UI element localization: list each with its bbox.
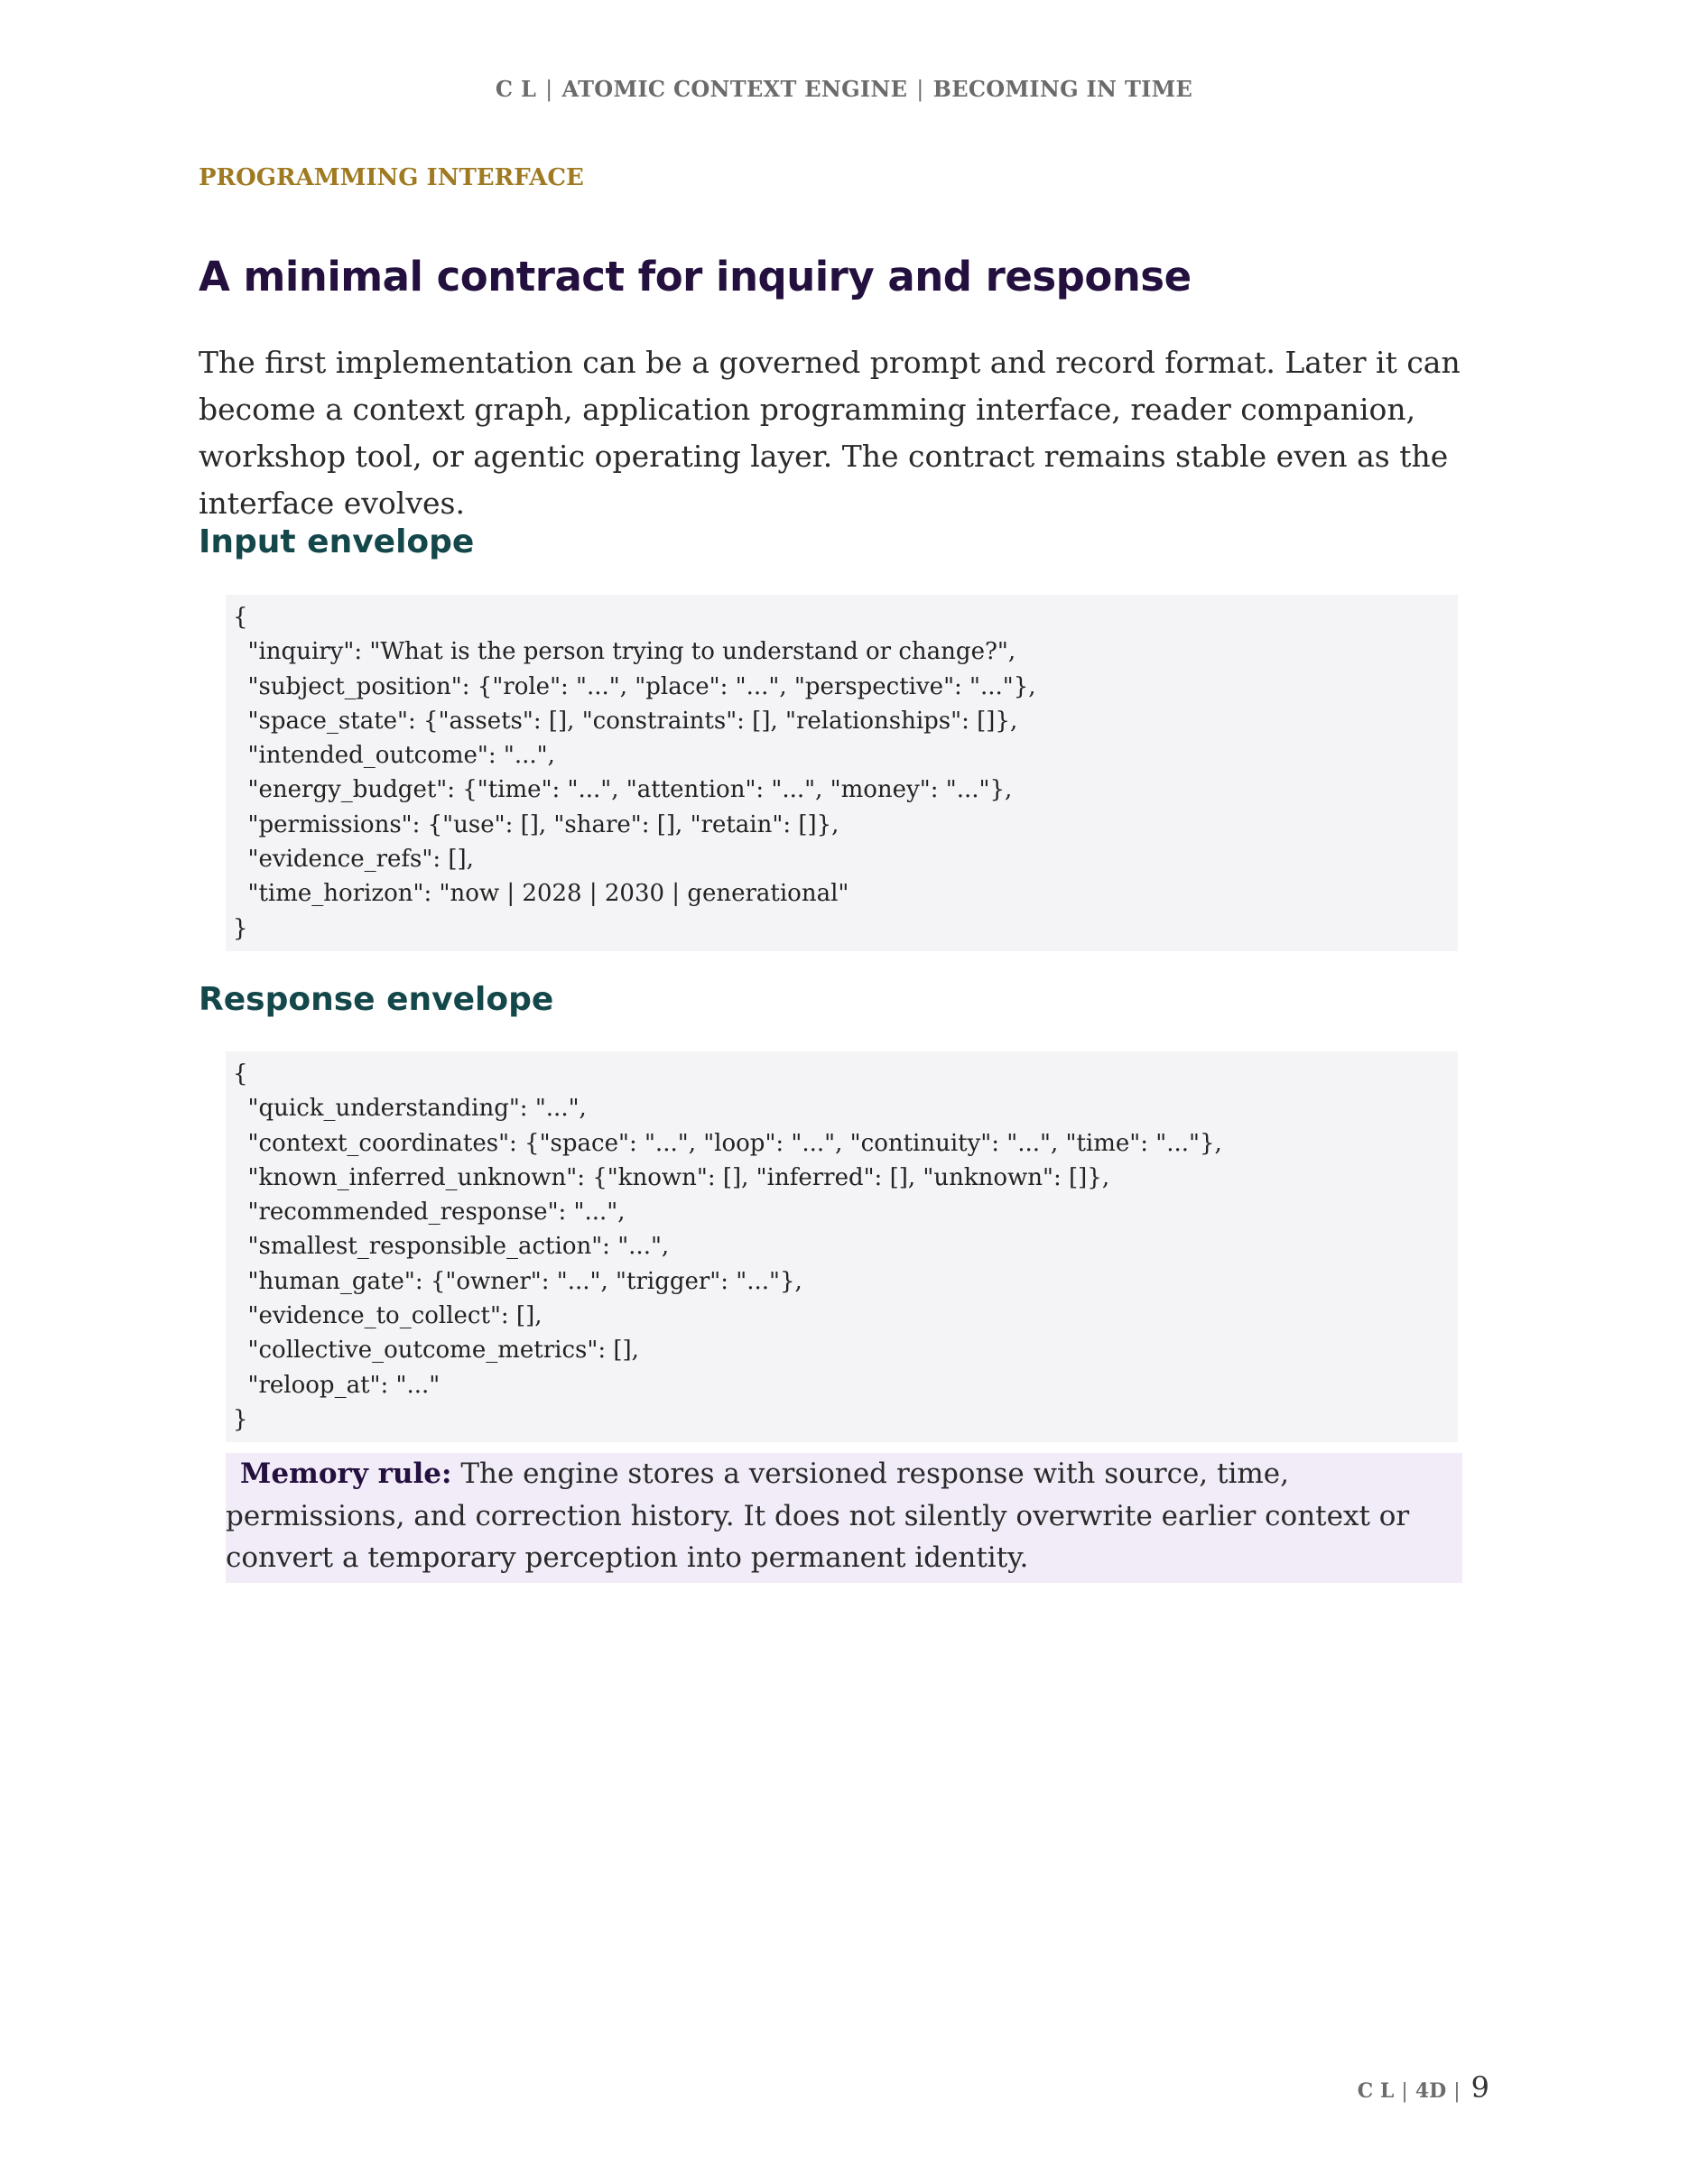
footer-brand: C L (1357, 2079, 1395, 2103)
input-envelope-heading: Input envelope (199, 523, 475, 560)
code-line: } (233, 1405, 248, 1433)
code-line: "reloop_at": "..." (233, 1371, 441, 1399)
code-line: "evidence_refs": [], (233, 846, 474, 874)
header-brand: C L (495, 76, 537, 102)
memory-rule-callout (226, 1453, 1462, 1583)
page-footer (1358, 2070, 1489, 2105)
header-separator: | (916, 77, 924, 102)
code-line: "subject_position": {"role": "...", "place": "...", "perspective": "..."}, (233, 672, 1036, 700)
memory-rule-text: The engine stores a versioned response with source, time, permissions, and correction history. It does not silently overwrite earlier context or convert a temporary perception into permanent identity. (226, 1458, 1410, 1574)
code-line: "evidence_to_collect": [], (233, 1302, 543, 1330)
code-line: "permissions": {"use": [], "share": [], "retain": []}, (233, 810, 839, 838)
header-separator: | (545, 77, 553, 102)
input-envelope-code (226, 595, 1458, 951)
code-line: "time_horizon": "now | 2028 | 2030 | generational" (233, 880, 849, 908)
running-header (0, 76, 1688, 102)
code-line: "smallest_responsible_action": "...", (233, 1233, 670, 1261)
response-envelope-heading: Response envelope (199, 981, 554, 1018)
code-line: "intended_outcome": "...", (233, 742, 555, 770)
footer-separator: | (1401, 2080, 1408, 2103)
code-line: "collective_outcome_metrics": [], (233, 1337, 639, 1365)
memory-rule-label: Memory rule: (240, 1458, 452, 1490)
header-product: ATOMIC CONTEXT ENGINE (561, 76, 908, 102)
code-line: "quick_understanding": "...", (233, 1095, 587, 1123)
footer-edition: 4D (1414, 2079, 1447, 2103)
code-line: "energy_budget": {"time": "...", "attention": "...", "money": "..."}, (233, 776, 1013, 804)
header-section: BECOMING IN TIME (932, 76, 1193, 102)
code-line: "recommended_response": "...", (233, 1198, 626, 1226)
page-number: 9 (1470, 2070, 1489, 2105)
code-line: { (233, 604, 248, 631)
intro-paragraph: The first implementation can be a governed prompt and record format. Later it can become a context graph, application programming interface, reader companion, workshop tool, or agentic operating layer. The contract remains stable even as the interface evolves. (199, 345, 1461, 521)
response-envelope-code (226, 1051, 1458, 1442)
code-line: } (233, 914, 248, 942)
footer-separator: | (1453, 2080, 1461, 2103)
code-line: { (233, 1060, 248, 1087)
code-line: "known_inferred_unknown": {"known": [], "inferred": [], "unknown": []}, (233, 1163, 1110, 1191)
code-line: "context_coordinates": {"space": "...", "loop": "...", "continuity": "...", "time": "..."}, (233, 1129, 1222, 1157)
section-kicker: PROGRAMMING INTERFACE (199, 164, 584, 191)
code-line: "space_state": {"assets": [], "constraints": [], "relationships": []}, (233, 707, 1018, 735)
page-title: A minimal contract for inquiry and response (199, 253, 1192, 301)
code-line: "inquiry": "What is the person trying to understand or change?", (233, 638, 1016, 666)
code-line: "human_gate": {"owner": "...", "trigger": "..."}, (233, 1267, 802, 1295)
